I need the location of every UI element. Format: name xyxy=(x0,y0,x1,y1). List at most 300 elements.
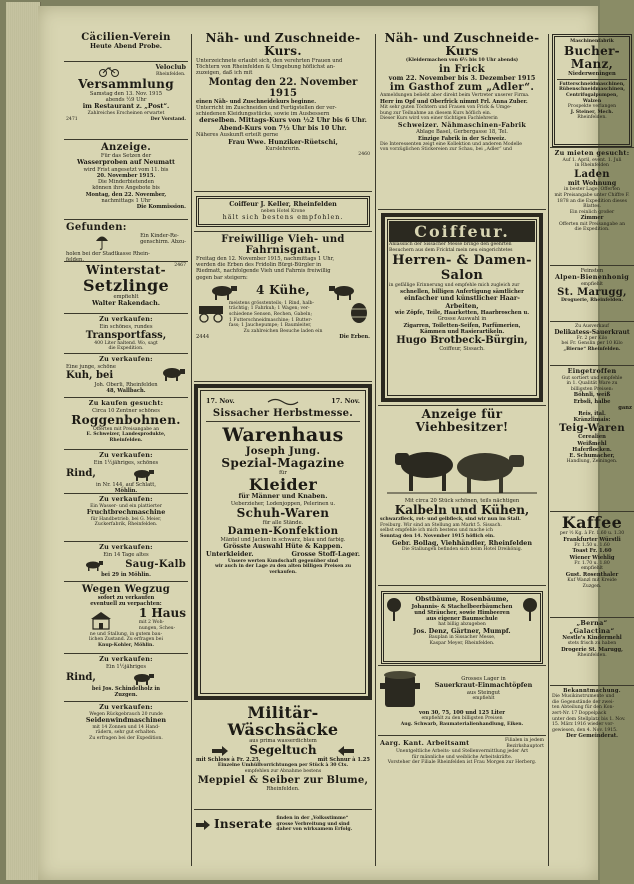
ad-text: Ein reinlich großer xyxy=(569,209,615,215)
ad-title: Anzeige für Viehbesitzer! xyxy=(415,407,509,434)
ad-text: empfiehlt xyxy=(580,566,604,572)
ad-text: empfiehlt xyxy=(113,294,139,300)
ad-signature: Coiffeur, Sissach. xyxy=(439,345,485,352)
column-4 xyxy=(550,30,634,870)
ad-text: Mäntel und Jacken in schwarz, blau und farbig. xyxy=(220,537,346,544)
ad-text: „Bierne“ Rheinfelden. xyxy=(563,346,621,352)
ad-rind xyxy=(64,450,188,494)
ad-text: wir auch in der Lage zu den alten billigen Preisen zu xyxy=(214,564,352,570)
ad-date: 17. Nov. xyxy=(331,397,360,406)
ad-text: in gefällige Erinnerung und empfehle mich zugleich zur xyxy=(389,283,520,289)
ad-headline: Kleider xyxy=(248,475,318,495)
ad-text: Ein 1½jähriges xyxy=(106,663,146,670)
ad-text: bei Fr. Genslin per 10 Kilo xyxy=(561,341,623,347)
ad-title: Kaffee xyxy=(561,513,623,532)
ad-date: 17. Nov. xyxy=(206,397,235,406)
ad-headline: Rind, xyxy=(66,468,96,480)
ad-text: stets frisch zu haben xyxy=(567,641,617,647)
column-rule xyxy=(548,34,549,866)
ad-text: Ein Kinder-Re- xyxy=(140,233,179,239)
ad-inserate xyxy=(194,810,372,840)
ad-text: von vorzüglichen Stickereien zur Schau, bei „Adler“ und xyxy=(380,147,512,153)
ad-text: unter dem Stellplatz bis 1. Nov. xyxy=(552,716,626,722)
ad-text: Ein 1½jähriges, schönes xyxy=(93,459,159,466)
house-icon xyxy=(89,611,113,629)
ad-text: Maschinenfabrik xyxy=(570,39,614,44)
ad-text: Toast Fr. 1.60 xyxy=(572,548,612,555)
ad-text: mit Preisangabe unter Chiffre F. xyxy=(554,192,630,198)
ad-text: Futterschneidmaschinen, xyxy=(559,81,625,87)
ad-title: Anzeige. xyxy=(100,142,152,153)
ad-headline: Kuh, bei xyxy=(66,370,114,382)
ad-text: Erbsli, halbe xyxy=(573,398,611,405)
ad-headline: Transportfass, xyxy=(85,329,167,341)
ad-text: Blattes. xyxy=(583,204,601,210)
ad-text: Einzelne Umhüllvorrichtungen per Stück à 30 Cts. xyxy=(217,763,349,769)
ad-headline: Herren- & Damen-Salon xyxy=(392,253,532,284)
ad-headline: Wasserproben auf Neumatt xyxy=(76,158,175,167)
ad-text: genschirm. Abzu- xyxy=(140,239,186,246)
cattle-icon xyxy=(131,467,155,481)
ad-title: Zu mieten gesucht: xyxy=(554,149,630,157)
cow-icon xyxy=(208,282,240,300)
ad-gefunden xyxy=(64,220,188,269)
ad-text: Sonntag den 14. November 1915 höflich ein. xyxy=(380,533,495,539)
ad-gant xyxy=(194,232,372,382)
ad-title: Delikatess-Sauerkraut xyxy=(554,328,630,336)
ad-signature: Schweizer. Nähmaschinen-Fabrik xyxy=(397,120,527,129)
ad-headline: Saug-Kalb xyxy=(125,559,186,571)
ad-fruchtbrecher xyxy=(64,494,188,542)
ad-text: in 1. Qualität Ware zu xyxy=(566,381,618,387)
ad-obstbaeume xyxy=(378,586,546,666)
ad-text: Grosse Auswahl in xyxy=(437,316,487,323)
ad-title: Inserate xyxy=(214,817,273,831)
ad-roggen xyxy=(64,398,188,450)
column-3 xyxy=(378,30,546,870)
ad-signature: Droguerie, Rheinfelden. xyxy=(560,298,624,304)
ad-text: Kämmen und Rasierartikeln. xyxy=(419,328,505,335)
ad-text: 1878 an die Expedition dieses xyxy=(557,198,627,204)
ad-text: eventuell zu verpachten: xyxy=(90,601,162,608)
ad-text: Ein 14 Tage altes xyxy=(103,551,149,558)
ad-text: Fr. 1.50 u. 1.60 xyxy=(574,542,610,548)
ad-headline: Zimmer xyxy=(580,215,604,222)
ad-headline: in Frick xyxy=(439,63,485,75)
ad-text: wie Zöpfe, Teile, Haarketten, Haarbroschen u. xyxy=(394,310,530,317)
ad-seidenwind xyxy=(64,702,188,752)
ad-text: Anmeldungen beliebt aber direkt beim Vertreter unserer Firma. xyxy=(380,93,530,99)
ad-text: Cerealien xyxy=(578,434,606,441)
ad-text: für alle Stände. xyxy=(262,520,304,526)
ad-signature: Meppiel & Seiber zur Blume, xyxy=(197,774,369,786)
ad-title: Zu verkaufen: xyxy=(99,703,153,711)
ad-text: meistens grösstenteils; 1 Rind, halb- xyxy=(229,300,315,306)
ad-eingetroffen xyxy=(550,366,634,512)
ad-signature: Walter Rakendach. xyxy=(92,299,160,308)
ad-text: von 30, 75, 100 und 125 Liter xyxy=(418,710,505,716)
ad-title: Zu verkaufen: xyxy=(99,655,153,663)
ad-text: trächtig; 1 Fahrkuh; 1 Wagen; ver- xyxy=(229,306,310,312)
ad-text: Besuchern aus dem Fricktal mein neu eingerichtetes xyxy=(389,247,513,253)
ad-bekanntmachung xyxy=(550,686,634,758)
ad-text: Montag, den 22. November, xyxy=(85,191,167,198)
ad-headline: Damen-Konfektion xyxy=(227,526,339,538)
ad-headline: 4 Kühe, xyxy=(255,283,311,298)
ad-headline: Versammlung xyxy=(78,77,174,91)
ad-text: Johannis- & Stachelbeerbäumchen xyxy=(411,603,513,610)
pointing-hand-icon xyxy=(338,746,354,756)
ad-winterstat xyxy=(64,262,188,314)
ad-text: empfiehlt xyxy=(472,696,495,702)
ad-text: für männliche und weibliche Arbeitskräfte. xyxy=(411,754,513,760)
ad-signature: Rheinfelden. xyxy=(266,785,300,792)
ad-text: ten Abteilung für den Kon- xyxy=(552,705,615,711)
ad-text: Offerten mit Preisangabe an xyxy=(558,221,626,227)
ad-signature: Kuf Wanzl mit Kreide xyxy=(567,578,617,584)
ad-signature: Gust. Rosenthaler xyxy=(565,571,619,578)
ad-number: 2444 xyxy=(196,334,210,341)
ad-text: hat billig abzugeben xyxy=(438,622,486,628)
ad-text: gewiesen, den 4. Nov. 1915. xyxy=(552,727,618,733)
ornament-icon xyxy=(268,397,298,407)
ad-signature: Der Vorstand. xyxy=(150,116,186,122)
ad-signature: Zuzgen. xyxy=(582,583,602,589)
ad-wegzug xyxy=(64,582,188,654)
ad-zu-mieten xyxy=(550,148,634,266)
pointing-hand-icon xyxy=(196,820,210,830)
ad-number: 2460 xyxy=(358,152,370,158)
ad-text: mit 14 Zonnen und 14 Hand- xyxy=(92,724,160,730)
ad-title: Wegen Wegzug xyxy=(81,584,171,595)
ad-text: Die Interessenten zeigt eine Kollektion und anderen Modelle xyxy=(380,141,522,147)
ad-text: Zuzgen. xyxy=(114,692,138,698)
ad-text: Filialen in jedem xyxy=(505,738,544,743)
ad-text: 48, Wallbach. xyxy=(106,387,146,394)
ad-date: Montag den 22. November 1915 xyxy=(208,76,358,99)
ad-text: „Berna“ xyxy=(576,619,608,627)
ad-text: Kränzlimais: xyxy=(573,417,611,424)
ad-arbeitsamt xyxy=(378,736,546,784)
ad-text: Ueberzieher, Lodenjoppen, Pelerinen u. xyxy=(230,500,336,507)
ad-text: Grosse Stoff-Lager. xyxy=(291,550,360,558)
ad-signature: Gebr. Bollag, Viehhändler, Rheinfelden xyxy=(391,538,533,547)
ad-text: „Galactina“ xyxy=(569,626,615,635)
ad-signature: Drogerie St. Marugg, xyxy=(561,646,623,653)
ad-bucher-manz xyxy=(550,30,634,148)
ad-text: einfacher und künstlicher Haar-Arbeiten, xyxy=(404,293,520,310)
ad-text: Fr. 1.70 u. 1.80 xyxy=(574,560,610,566)
ad-kindermehl xyxy=(550,618,634,686)
ad-text: Feinsten xyxy=(580,268,604,274)
ad-text: Töchtern von Rheinfelden & Umgebung höflichst an- xyxy=(196,64,335,71)
ad-transportfass xyxy=(64,314,188,354)
ad-text: Unsere werten Kundschaft gegenüber sind xyxy=(227,558,339,564)
ad-text: billigsten Preisen: xyxy=(570,386,614,392)
ad-text: für Männer und Knaben. xyxy=(238,492,328,501)
ad-signature: Frau Wwe. Hunziker-Rüetschi, xyxy=(228,137,338,146)
ad-subtitle: Joseph Jung. xyxy=(245,446,321,457)
ad-anzeige-wasser xyxy=(64,140,188,220)
column-1 xyxy=(64,30,188,870)
ad-text: die Expedition. xyxy=(574,227,610,233)
ad-headline: Spezial-Magazine xyxy=(221,456,345,470)
ad-title: Zu verkaufen: xyxy=(99,315,153,323)
ad-text: in Nr. 144, auf Schlatt, xyxy=(96,481,156,488)
ad-text: Möhlin. xyxy=(114,488,138,494)
ad-text: Freitag den 12. November 1915, nachmittags 1 Uhr, xyxy=(196,256,335,262)
ad-text: fass; 1 Jauchepumpe; 1 Baumleiter, xyxy=(229,323,312,329)
ad-signature: Ablage Basel, Gerbergasse 18, Tel. xyxy=(416,129,508,136)
ad-text: wird Frist angesetzt vom 11. bis xyxy=(83,166,169,173)
ad-title: Bekanntmachung. xyxy=(563,688,621,694)
ad-signature: Einzige Fabrik in der Schweiz. xyxy=(417,135,507,142)
ad-text: für xyxy=(279,470,287,476)
ad-title: Freiwillige Vieh- und Fahrnisgant. xyxy=(221,234,345,256)
ad-text: werden die Erben des Fridolin Bürgi-Bürgler in xyxy=(196,262,322,269)
ad-text: selbst empfehle ich mich bestens und mache ich xyxy=(380,528,493,534)
ad-text: 1 Futterschneidmaschine; 1 Butter- xyxy=(229,317,313,323)
pointing-hand-icon xyxy=(212,746,228,756)
ad-text: verkaufen. xyxy=(269,569,297,575)
ad-kaffee xyxy=(550,512,634,618)
ad-date: Samstag den 13. Nov. 1915 xyxy=(89,91,163,97)
ad-rind2 xyxy=(64,654,188,702)
ad-saugkalb xyxy=(64,542,188,582)
ad-text: schiedene Sensen, Rechen, Gabeln; xyxy=(229,312,313,317)
ad-signature: Die Erben. xyxy=(339,334,370,341)
cow-icon xyxy=(326,282,358,300)
ad-text: bei Jos. Schindelholz in xyxy=(91,685,161,692)
ad-text: nachmittags 1 Uhr xyxy=(101,197,151,204)
ad-text: Fr. 2 per Kilo xyxy=(576,335,608,341)
ad-text: hält sich bestens empfohlen. xyxy=(222,213,344,222)
ad-title: Winterstat- xyxy=(86,263,166,277)
ad-text: Circa 10 Zentner schönes xyxy=(92,407,160,414)
ad-text: 15. März 1916 wieder vor- xyxy=(552,722,614,728)
ad-text: für Handbetrieb, bei G. Meier, xyxy=(90,516,162,522)
ad-text: die Gegenstände der zwei- xyxy=(552,699,615,705)
ad-text: finden in der „Volksstimme“ xyxy=(276,816,349,822)
ad-text: rädern, sehr gut erhalten. xyxy=(95,730,157,736)
ad-text: Unterzeichnete erlaubt sich, den verehrten Frauen und xyxy=(196,58,343,64)
ad-signature: Aug. Schwarb, Baumaterialienhandlung, Eiken. xyxy=(400,721,524,727)
ad-signature: Kurslehrerin. xyxy=(265,146,301,153)
ad-headline: Kalbeln und Kühen, xyxy=(394,503,530,518)
calf-icon xyxy=(83,559,105,571)
ad-headline: Rind, xyxy=(66,672,96,684)
ad-text: bei 29 in Möhlin. xyxy=(101,571,151,578)
ad-text: Abend-Kurs von 7½ Uhr bis 10 Uhr. xyxy=(219,123,347,132)
ad-title: Nestle's Kindermehl xyxy=(562,635,622,642)
ad-title: Cäcilien-Verein xyxy=(81,32,171,43)
cow-icon xyxy=(158,365,186,381)
ad-headline: Roggenbohnen. xyxy=(71,412,181,427)
ad-title: Sissacher Herbstmesse. xyxy=(212,408,354,419)
column-rule xyxy=(375,34,376,866)
ad-title: Grosses Lager in xyxy=(461,676,506,683)
ad-bienenhonig xyxy=(550,266,634,322)
ad-text: Ein schönes, rundes xyxy=(99,323,153,330)
ad-title: Veloclub xyxy=(155,63,186,72)
column-rule xyxy=(191,34,192,866)
ad-text: Herr im Opf und Oberfrick nimmt Frl. Anna Zuber. xyxy=(380,98,528,105)
ad-signature: J. Steiner, Mech. xyxy=(570,109,614,115)
ad-text: Zu erfragen bei der Expedition. xyxy=(89,735,163,741)
page-edges xyxy=(6,2,41,880)
ad-title: Coiffeur J. Keller, Rheinfelden xyxy=(229,200,337,208)
ad-headline: Seidenwindmaschinen xyxy=(85,716,167,725)
ad-text: schnellen, billigen Anfertigung sämtlicher xyxy=(400,288,524,295)
ad-kuh xyxy=(64,354,188,398)
ad-text: Mit circa 20 Stück schönen, teils nächtigen xyxy=(404,498,520,504)
ad-number: 2471 xyxy=(66,116,78,122)
ad-number: 2467 xyxy=(174,263,186,269)
ad-text: felden. xyxy=(66,257,85,264)
newspaper-page xyxy=(38,6,632,880)
ad-naeh-kurs-frick xyxy=(378,30,546,210)
tree-icon xyxy=(522,597,538,621)
ad-coiffeur-brotbeck xyxy=(378,210,546,406)
ad-text: Freiburg. Wir sind an Stellung am Markt 5. Sissach. xyxy=(380,522,502,528)
cattle-icon xyxy=(131,671,155,685)
ad-signature: E. Schumacher, xyxy=(569,453,615,459)
ad-time: abends ½9 Uhr xyxy=(105,97,147,104)
ad-text: Ein Wasser- und ein plattierter xyxy=(90,503,162,509)
ad-text: Wegen Rückgebrauch 20 runde xyxy=(89,711,163,717)
ad-text: Frankfurter Würstli xyxy=(563,536,621,543)
ad-text: Unentgeltliche Arbeits- und Stellenvermittlung jeder Art xyxy=(395,749,529,755)
ad-text: ne und Stallung, in gutem bau- xyxy=(89,631,163,637)
ad-text: Riedmatt, nachfolgende Vieh und Fahrnis freiwillig xyxy=(196,268,331,275)
ad-text: Böhnli, weiß xyxy=(573,392,611,399)
ad-text: Eine junge, schöne xyxy=(66,363,116,370)
ad-title: Coiffeur. xyxy=(389,221,535,242)
ad-title: Alpen-Bienenhonig xyxy=(554,273,630,282)
ad-headline: Setzlinge xyxy=(82,276,170,295)
ad-text: Auf 1. April, event. 1. Juli xyxy=(562,157,622,163)
ad-text: und Sträucher, sowie Himbeeren xyxy=(414,609,510,616)
ad-text: 400 Liter haltend. Wo, sagt xyxy=(94,340,158,346)
ad-signature: Jos. Denz, Gärtner, Mumpf. xyxy=(413,626,511,635)
ad-text: mit 2 Woh- xyxy=(138,620,165,626)
ad-text: derselben. Mittags-Kurs von ½2 Uhr bis 6 Uhr. xyxy=(199,116,367,125)
ad-title: Zu verkaufen: xyxy=(99,355,153,363)
ad-text: lichen Zustand. Zu erfragen bei xyxy=(89,637,163,643)
column-2 xyxy=(194,30,372,870)
ad-text: Die Stallungen befinden sich beim Hotel Dreikönig. xyxy=(401,547,523,553)
ad-text: mit Schloss à Fr. 2.25, xyxy=(196,757,261,764)
ad-text: in bester Lage. Offerten xyxy=(564,187,620,193)
ad-text: bung zur Teilnahme an diesem Kurs höflich ein. xyxy=(380,110,492,116)
ad-text: Die Musikinstrumente und xyxy=(552,694,615,700)
ad-text: per ½ Kg. à Fr. 1.60 u. 1.30 xyxy=(559,531,625,536)
ad-title: Zu verkaufen: xyxy=(99,451,153,459)
ad-text: Zu zahlreichen Besuche laden ein xyxy=(243,328,323,334)
ad-veloclub xyxy=(64,62,188,140)
ad-text: in Rheinfelden xyxy=(575,163,609,169)
ad-text: (Kleidermachen von 6½ bis 10 Uhr abends) xyxy=(405,58,519,63)
umbrella-icon xyxy=(95,234,109,250)
ad-text: Rheinfelden. xyxy=(155,72,186,77)
ad-caecilien xyxy=(64,30,188,62)
ad-text: Mit sehr guten Töchtern und Frauen von Frick & Umge- xyxy=(380,104,512,110)
ad-text: Rübenschneidmaschinen, xyxy=(558,87,626,93)
ad-text: Bauplan in Sissacher Messe, xyxy=(428,635,496,641)
ad-title: Näh- und Zuschneide-Kurs. xyxy=(205,31,361,58)
tree-icon xyxy=(386,597,402,621)
ad-text: Wiener Wiehlig xyxy=(569,554,615,561)
crock-pot-icon xyxy=(380,669,420,709)
ad-title: Zu kaufen gesucht: xyxy=(88,399,164,407)
ad-text: 20. November 1915. xyxy=(96,173,156,179)
ad-title: Aarg. Kant. Arbeitsamt xyxy=(380,738,470,747)
ad-text: zuzeigen, daß ich mit xyxy=(196,70,253,77)
ad-signature: Handlung, Zeiningen. xyxy=(566,459,618,465)
ad-signature: Rheinfelden. xyxy=(577,653,607,659)
ad-text: Anlässlich der Sissacher Messe bringe den geehrten xyxy=(389,242,512,247)
ad-title: Militär-Wäschsäcke xyxy=(227,703,339,739)
ad-text: empfiehlt zu den billigsten Preisen xyxy=(421,716,503,722)
ad-text: Zuckerfabrik, Rheinfelden. xyxy=(94,522,158,528)
ad-headline: Fruchtbrechmaschine xyxy=(86,508,166,517)
ad-signature: Der Gemeinderat. xyxy=(566,733,618,740)
ad-title: Obstbäume, Rosenbäume, xyxy=(415,595,509,603)
ad-text: mit Schnur à 1.25 xyxy=(317,757,370,764)
ad-text: Rheinfelden. xyxy=(109,437,143,443)
ad-headline: Warenhaus xyxy=(222,424,344,446)
ad-text: Vorsteher der Filiale Rheinfelden ist Frau Morgen zur Herberg. xyxy=(387,760,537,766)
ad-text: empfiehlt xyxy=(580,281,604,287)
ad-warenhaus-jung xyxy=(194,384,372,700)
ad-text: Prospekte verlangen xyxy=(567,104,617,110)
ad-waeschsaecke xyxy=(194,702,372,810)
ad-text: Walzen xyxy=(582,98,602,104)
ad-viehbesitzer xyxy=(378,406,546,586)
ad-headline: Segeltuch xyxy=(249,743,317,758)
cattle-herd-illustration xyxy=(387,435,537,497)
ad-text: Haferflocken. xyxy=(572,446,612,453)
ad-delikatess-sauerkraut xyxy=(550,322,634,366)
ad-text: Unterricht im Zuschneiden und Fertigstellen der ver- xyxy=(196,104,337,111)
ad-text: neben Hotel Krone xyxy=(260,208,306,214)
ad-text: Reis, ital. xyxy=(578,410,606,417)
ad-text: Dieser Kurs wird von einer tüchtigen Fachlehrerin xyxy=(380,116,498,122)
ad-date: vom 22. November bis 3. Dezember 1915 xyxy=(388,73,536,82)
ad-text: Zahlreiches Erscheinen erwartet xyxy=(87,111,165,116)
ad-text: Unterkleider. xyxy=(206,550,254,558)
ad-text: Heute Abend Probe. xyxy=(89,42,163,50)
ad-text: ganz xyxy=(618,404,632,411)
ad-text: Zu Ausverkauf xyxy=(575,324,609,329)
ad-title: Näh- und Zuschneide-Kurs xyxy=(384,31,540,58)
ad-text: einen Näh- und Zuschneidekurs beginne. xyxy=(196,98,317,105)
ad-text: Grösste Auswahl Hüte & Kappen. xyxy=(223,542,343,551)
ad-sauerkraut-toepfe xyxy=(378,666,546,736)
ad-text: sofort zu verkaufen xyxy=(97,595,155,601)
ad-text: aus prima wasserdichtem xyxy=(249,738,317,744)
ad-text: Centrifugalpumpen, xyxy=(566,92,618,98)
ad-coiffeur-keller xyxy=(194,192,372,232)
ad-headline: 1 Haus xyxy=(138,606,186,621)
ad-headline: Sauerkraut-Einmachtöpfen xyxy=(434,681,533,690)
ad-text: daher von wirksamem Erfolg. xyxy=(276,827,353,833)
ad-signature: St. Marugg, xyxy=(557,287,627,299)
ad-title: Bucher-Manz, xyxy=(564,43,620,71)
ad-place: im Restaurant z. „Post“. xyxy=(82,102,170,111)
ad-text: Für das Setzen der xyxy=(100,153,152,159)
ad-text: schiedenen Kleidungsstücke, sowie im Ausbessern xyxy=(196,111,330,118)
